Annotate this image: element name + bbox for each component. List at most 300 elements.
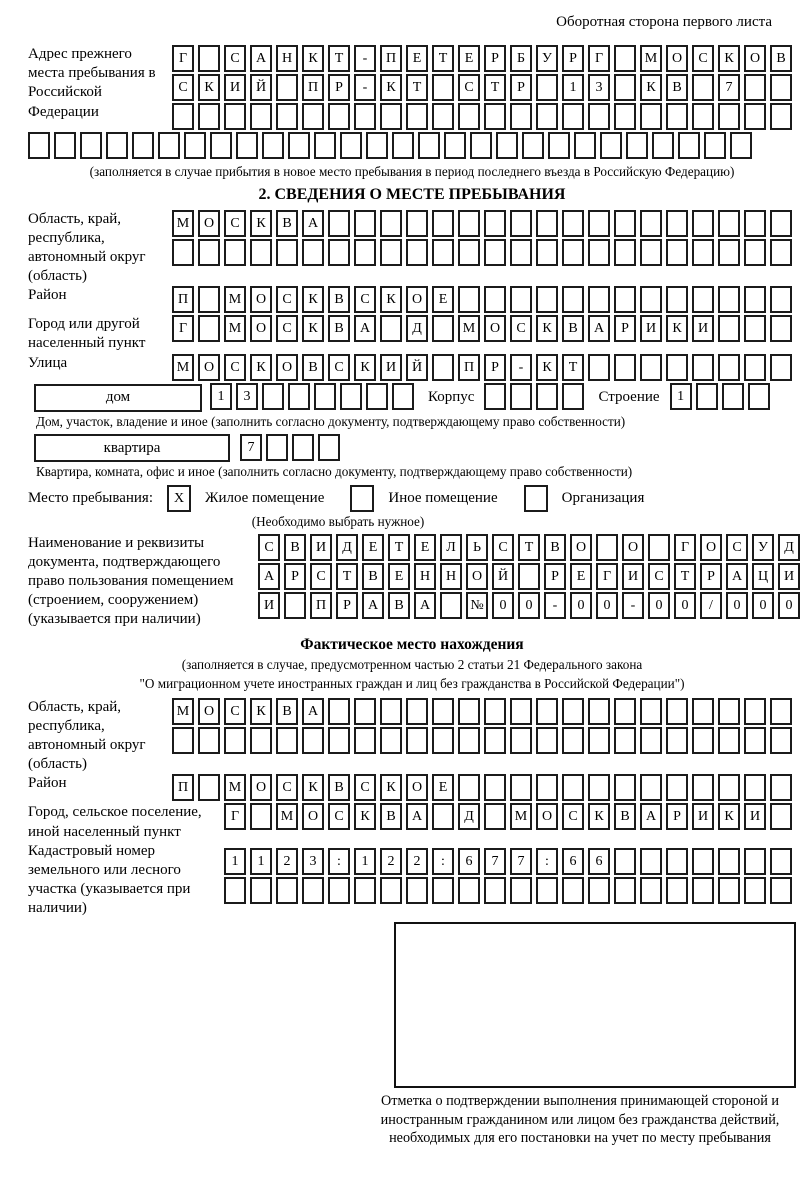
char-cell[interactable]: Е (388, 563, 410, 590)
char-cell[interactable] (692, 774, 714, 801)
char-cell[interactable]: Е (406, 45, 428, 72)
char-cell[interactable] (666, 286, 688, 313)
char-cell[interactable]: Д (778, 534, 800, 561)
char-cell[interactable] (132, 132, 154, 159)
char-cell[interactable]: Р (700, 563, 722, 590)
char-cell[interactable] (770, 727, 792, 754)
char-cell[interactable] (354, 103, 376, 130)
char-cell[interactable]: В (328, 315, 350, 342)
char-cell[interactable]: Б (510, 45, 532, 72)
char-cell[interactable] (770, 286, 792, 313)
char-cell[interactable]: Р (544, 563, 566, 590)
char-cell[interactable]: С (224, 45, 246, 72)
char-cell[interactable]: 0 (726, 592, 748, 619)
char-cell[interactable]: О (536, 803, 558, 830)
char-cell[interactable] (692, 698, 714, 725)
char-cell[interactable]: В (362, 563, 384, 590)
char-cell[interactable] (250, 103, 272, 130)
char-cell[interactable] (536, 877, 558, 904)
char-cell[interactable] (328, 239, 350, 266)
char-cell[interactable] (328, 727, 350, 754)
char-cell[interactable] (730, 132, 752, 159)
char-cell[interactable] (614, 45, 636, 72)
char-cell[interactable]: Р (614, 315, 636, 342)
char-cell[interactable]: С (458, 74, 480, 101)
char-cell[interactable]: В (544, 534, 566, 561)
char-cell[interactable] (198, 286, 220, 313)
char-cell[interactable] (770, 774, 792, 801)
char-cell[interactable]: К (302, 45, 324, 72)
char-cell[interactable] (744, 727, 766, 754)
char-cell[interactable]: С (562, 803, 584, 830)
char-cell[interactable] (640, 727, 662, 754)
char-cell[interactable]: 6 (458, 848, 480, 875)
char-cell[interactable]: И (622, 563, 644, 590)
char-cell[interactable] (470, 132, 492, 159)
char-cell[interactable] (224, 727, 246, 754)
char-cell[interactable] (510, 286, 532, 313)
char-cell[interactable] (678, 132, 700, 159)
char-cell[interactable]: 0 (648, 592, 670, 619)
char-cell[interactable] (614, 210, 636, 237)
char-cell[interactable]: С (276, 774, 298, 801)
char-cell[interactable] (510, 239, 532, 266)
char-cell[interactable]: 7 (240, 434, 262, 461)
char-cell[interactable]: 1 (210, 383, 232, 410)
char-cell[interactable] (692, 727, 714, 754)
char-cell[interactable] (718, 286, 740, 313)
char-cell[interactable] (432, 803, 454, 830)
char-cell[interactable] (302, 877, 324, 904)
char-cell[interactable] (314, 132, 336, 159)
char-cell[interactable] (380, 210, 402, 237)
char-cell[interactable] (744, 877, 766, 904)
char-cell[interactable] (510, 210, 532, 237)
char-cell[interactable] (666, 727, 688, 754)
char-cell[interactable] (250, 803, 272, 830)
char-cell[interactable]: О (484, 315, 506, 342)
char-cell[interactable] (536, 210, 558, 237)
char-cell[interactable]: Й (492, 563, 514, 590)
char-cell[interactable] (614, 354, 636, 381)
char-cell[interactable]: К (354, 803, 376, 830)
char-cell[interactable] (328, 210, 350, 237)
char-cell[interactable] (718, 848, 740, 875)
char-cell[interactable] (432, 727, 454, 754)
char-cell[interactable]: К (354, 354, 376, 381)
char-cell[interactable]: Т (432, 45, 454, 72)
char-cell[interactable] (692, 877, 714, 904)
char-cell[interactable] (548, 132, 570, 159)
char-cell[interactable]: Т (518, 534, 540, 561)
char-cell[interactable] (366, 383, 388, 410)
char-cell[interactable]: 2 (406, 848, 428, 875)
char-cell[interactable]: О (198, 698, 220, 725)
char-cell[interactable] (562, 774, 584, 801)
char-cell[interactable]: - (510, 354, 532, 381)
char-cell[interactable]: Л (440, 534, 462, 561)
char-cell[interactable] (718, 315, 740, 342)
char-cell[interactable]: К (198, 74, 220, 101)
char-cell[interactable]: С (258, 534, 280, 561)
char-cell[interactable]: Д (406, 315, 428, 342)
char-cell[interactable] (406, 698, 428, 725)
char-cell[interactable]: У (536, 45, 558, 72)
char-cell[interactable]: Т (336, 563, 358, 590)
char-cell[interactable]: Н (414, 563, 436, 590)
char-cell[interactable] (692, 210, 714, 237)
char-cell[interactable] (380, 877, 402, 904)
char-cell[interactable]: С (276, 286, 298, 313)
char-cell[interactable] (744, 774, 766, 801)
char-cell[interactable] (640, 210, 662, 237)
char-cell[interactable] (288, 383, 310, 410)
char-cell[interactable]: А (302, 698, 324, 725)
char-cell[interactable] (328, 877, 350, 904)
char-cell[interactable] (614, 698, 636, 725)
char-cell[interactable] (262, 383, 284, 410)
char-cell[interactable]: Н (276, 45, 298, 72)
char-cell[interactable] (484, 103, 506, 130)
char-cell[interactable]: М (510, 803, 532, 830)
char-cell[interactable] (692, 286, 714, 313)
char-cell[interactable]: - (544, 592, 566, 619)
char-cell[interactable]: М (224, 315, 246, 342)
char-cell[interactable]: О (198, 354, 220, 381)
char-cell[interactable]: А (362, 592, 384, 619)
char-cell[interactable]: 0 (492, 592, 514, 619)
char-cell[interactable] (458, 774, 480, 801)
char-cell[interactable] (718, 698, 740, 725)
char-cell[interactable]: В (562, 315, 584, 342)
char-cell[interactable] (718, 774, 740, 801)
char-cell[interactable]: К (640, 74, 662, 101)
char-cell[interactable]: И (778, 563, 800, 590)
char-cell[interactable] (588, 698, 610, 725)
char-cell[interactable]: К (536, 354, 558, 381)
char-cell[interactable] (458, 698, 480, 725)
char-cell[interactable]: А (302, 210, 324, 237)
char-cell[interactable] (276, 239, 298, 266)
char-cell[interactable] (588, 877, 610, 904)
char-cell[interactable] (198, 727, 220, 754)
char-cell[interactable] (588, 774, 610, 801)
char-cell[interactable] (770, 315, 792, 342)
char-cell[interactable]: : (432, 848, 454, 875)
char-cell[interactable] (418, 132, 440, 159)
char-cell[interactable]: В (380, 803, 402, 830)
char-cell[interactable] (318, 434, 340, 461)
char-cell[interactable]: Р (284, 563, 306, 590)
char-cell[interactable]: И (744, 803, 766, 830)
char-cell[interactable]: Т (328, 45, 350, 72)
char-cell[interactable] (588, 286, 610, 313)
char-cell[interactable]: 0 (596, 592, 618, 619)
char-cell[interactable] (266, 434, 288, 461)
char-cell[interactable] (302, 103, 324, 130)
char-cell[interactable] (224, 877, 246, 904)
char-cell[interactable] (380, 698, 402, 725)
char-cell[interactable] (666, 848, 688, 875)
char-cell[interactable]: Т (388, 534, 410, 561)
char-cell[interactable] (666, 774, 688, 801)
char-cell[interactable]: С (354, 774, 376, 801)
char-cell[interactable]: 3 (236, 383, 258, 410)
char-cell[interactable] (744, 239, 766, 266)
char-cell[interactable]: : (328, 848, 350, 875)
char-cell[interactable] (484, 877, 506, 904)
char-cell[interactable]: Г (172, 45, 194, 72)
char-cell[interactable]: О (250, 286, 272, 313)
char-cell[interactable]: К (302, 774, 324, 801)
char-cell[interactable]: К (718, 45, 740, 72)
char-cell[interactable]: № (466, 592, 488, 619)
char-cell[interactable]: 1 (354, 848, 376, 875)
char-cell[interactable] (276, 74, 298, 101)
char-cell[interactable] (224, 103, 246, 130)
char-cell[interactable] (198, 774, 220, 801)
char-cell[interactable]: 0 (778, 592, 800, 619)
char-cell[interactable] (236, 132, 258, 159)
apartment-type-box[interactable]: квартира (34, 434, 230, 462)
char-cell[interactable] (458, 877, 480, 904)
char-cell[interactable] (588, 210, 610, 237)
char-cell[interactable] (692, 103, 714, 130)
char-cell[interactable]: М (640, 45, 662, 72)
char-cell[interactable] (458, 239, 480, 266)
char-cell[interactable] (770, 103, 792, 130)
char-cell[interactable] (106, 132, 128, 159)
char-cell[interactable] (722, 383, 744, 410)
char-cell[interactable]: Й (406, 354, 428, 381)
char-cell[interactable] (406, 210, 428, 237)
char-cell[interactable]: К (666, 315, 688, 342)
char-cell[interactable]: А (588, 315, 610, 342)
char-cell[interactable] (366, 132, 388, 159)
char-cell[interactable] (692, 848, 714, 875)
char-cell[interactable] (744, 103, 766, 130)
char-cell[interactable] (380, 239, 402, 266)
char-cell[interactable] (770, 74, 792, 101)
char-cell[interactable] (250, 239, 272, 266)
char-cell[interactable]: Е (414, 534, 436, 561)
char-cell[interactable] (536, 74, 558, 101)
char-cell[interactable]: О (666, 45, 688, 72)
char-cell[interactable]: - (354, 45, 376, 72)
char-cell[interactable] (640, 239, 662, 266)
char-cell[interactable] (406, 727, 428, 754)
char-cell[interactable] (744, 74, 766, 101)
char-cell[interactable] (640, 698, 662, 725)
char-cell[interactable]: / (700, 592, 722, 619)
char-cell[interactable] (596, 534, 618, 561)
char-cell[interactable]: 0 (752, 592, 774, 619)
char-cell[interactable]: У (752, 534, 774, 561)
char-cell[interactable]: О (466, 563, 488, 590)
char-cell[interactable] (588, 239, 610, 266)
char-cell[interactable] (392, 132, 414, 159)
char-cell[interactable]: О (250, 774, 272, 801)
char-cell[interactable]: Г (588, 45, 610, 72)
char-cell[interactable] (562, 286, 584, 313)
char-cell[interactable]: О (570, 534, 592, 561)
char-cell[interactable] (744, 698, 766, 725)
char-cell[interactable]: Ь (466, 534, 488, 561)
char-cell[interactable] (666, 103, 688, 130)
char-cell[interactable] (484, 727, 506, 754)
char-cell[interactable]: Д (336, 534, 358, 561)
char-cell[interactable] (574, 132, 596, 159)
char-cell[interactable]: П (310, 592, 332, 619)
char-cell[interactable] (510, 383, 532, 410)
char-cell[interactable] (198, 45, 220, 72)
char-cell[interactable]: 1 (224, 848, 246, 875)
char-cell[interactable]: В (614, 803, 636, 830)
char-cell[interactable] (380, 103, 402, 130)
char-cell[interactable]: М (458, 315, 480, 342)
char-cell[interactable]: 2 (380, 848, 402, 875)
char-cell[interactable] (172, 103, 194, 130)
char-cell[interactable]: С (648, 563, 670, 590)
char-cell[interactable]: Г (596, 563, 618, 590)
char-cell[interactable] (210, 132, 232, 159)
char-cell[interactable]: 0 (570, 592, 592, 619)
char-cell[interactable] (718, 239, 740, 266)
char-cell[interactable]: - (354, 74, 376, 101)
char-cell[interactable] (392, 383, 414, 410)
char-cell[interactable]: В (284, 534, 306, 561)
char-cell[interactable]: С (224, 698, 246, 725)
char-cell[interactable] (562, 210, 584, 237)
char-cell[interactable]: В (666, 74, 688, 101)
char-cell[interactable] (276, 727, 298, 754)
char-cell[interactable] (600, 132, 622, 159)
char-cell[interactable] (692, 74, 714, 101)
char-cell[interactable] (718, 727, 740, 754)
char-cell[interactable]: М (172, 354, 194, 381)
char-cell[interactable] (666, 210, 688, 237)
char-cell[interactable]: Р (336, 592, 358, 619)
char-cell[interactable]: К (250, 698, 272, 725)
char-cell[interactable] (744, 354, 766, 381)
char-cell[interactable] (744, 286, 766, 313)
char-cell[interactable] (614, 774, 636, 801)
char-cell[interactable] (484, 803, 506, 830)
char-cell[interactable]: К (302, 315, 324, 342)
char-cell[interactable] (406, 103, 428, 130)
char-cell[interactable]: В (276, 210, 298, 237)
char-cell[interactable]: С (492, 534, 514, 561)
char-cell[interactable]: Е (458, 45, 480, 72)
char-cell[interactable]: : (536, 848, 558, 875)
char-cell[interactable] (588, 354, 610, 381)
char-cell[interactable] (432, 239, 454, 266)
char-cell[interactable] (648, 534, 670, 561)
char-cell[interactable] (692, 239, 714, 266)
char-cell[interactable] (354, 698, 376, 725)
char-cell[interactable] (198, 315, 220, 342)
char-cell[interactable] (340, 383, 362, 410)
char-cell[interactable]: И (224, 74, 246, 101)
char-cell[interactable] (80, 132, 102, 159)
char-cell[interactable]: С (328, 354, 350, 381)
char-cell[interactable]: С (224, 354, 246, 381)
char-cell[interactable] (198, 239, 220, 266)
char-cell[interactable] (484, 210, 506, 237)
char-cell[interactable]: 3 (588, 74, 610, 101)
char-cell[interactable] (588, 727, 610, 754)
char-cell[interactable] (380, 315, 402, 342)
char-cell[interactable] (640, 103, 662, 130)
char-cell[interactable]: О (406, 774, 428, 801)
char-cell[interactable]: А (250, 45, 272, 72)
char-cell[interactable]: О (700, 534, 722, 561)
char-cell[interactable] (354, 727, 376, 754)
char-cell[interactable] (770, 848, 792, 875)
char-cell[interactable]: Е (362, 534, 384, 561)
char-cell[interactable] (250, 877, 272, 904)
char-cell[interactable]: 1 (670, 383, 692, 410)
char-cell[interactable] (276, 877, 298, 904)
char-cell[interactable] (562, 103, 584, 130)
char-cell[interactable]: В (276, 698, 298, 725)
char-cell[interactable] (770, 210, 792, 237)
char-cell[interactable]: С (354, 286, 376, 313)
char-cell[interactable] (536, 383, 558, 410)
char-cell[interactable] (744, 315, 766, 342)
char-cell[interactable]: 7 (510, 848, 532, 875)
char-cell[interactable]: И (258, 592, 280, 619)
char-cell[interactable] (718, 103, 740, 130)
char-cell[interactable] (458, 286, 480, 313)
char-cell[interactable] (484, 698, 506, 725)
char-cell[interactable]: К (718, 803, 740, 830)
char-cell[interactable] (744, 848, 766, 875)
char-cell[interactable] (666, 354, 688, 381)
char-cell[interactable] (172, 239, 194, 266)
char-cell[interactable]: Д (458, 803, 480, 830)
char-cell[interactable] (432, 210, 454, 237)
char-cell[interactable]: Й (250, 74, 272, 101)
char-cell[interactable]: С (510, 315, 532, 342)
char-cell[interactable] (432, 877, 454, 904)
char-cell[interactable]: С (726, 534, 748, 561)
char-cell[interactable] (380, 727, 402, 754)
char-cell[interactable] (54, 132, 76, 159)
char-cell[interactable]: И (692, 315, 714, 342)
char-cell[interactable]: 3 (302, 848, 324, 875)
char-cell[interactable] (562, 727, 584, 754)
char-cell[interactable]: 1 (250, 848, 272, 875)
char-cell[interactable]: 7 (718, 74, 740, 101)
char-cell[interactable]: С (310, 563, 332, 590)
char-cell[interactable]: М (172, 210, 194, 237)
char-cell[interactable]: Р (484, 45, 506, 72)
char-cell[interactable] (172, 727, 194, 754)
char-cell[interactable]: Т (562, 354, 584, 381)
char-cell[interactable] (302, 727, 324, 754)
char-cell[interactable] (640, 286, 662, 313)
char-cell[interactable] (250, 727, 272, 754)
char-cell[interactable]: К (536, 315, 558, 342)
char-cell[interactable]: Г (224, 803, 246, 830)
char-cell[interactable]: О (198, 210, 220, 237)
char-cell[interactable]: Р (328, 74, 350, 101)
char-cell[interactable]: В (770, 45, 792, 72)
char-cell[interactable]: Р (484, 354, 506, 381)
char-cell[interactable] (692, 354, 714, 381)
char-cell[interactable] (666, 698, 688, 725)
